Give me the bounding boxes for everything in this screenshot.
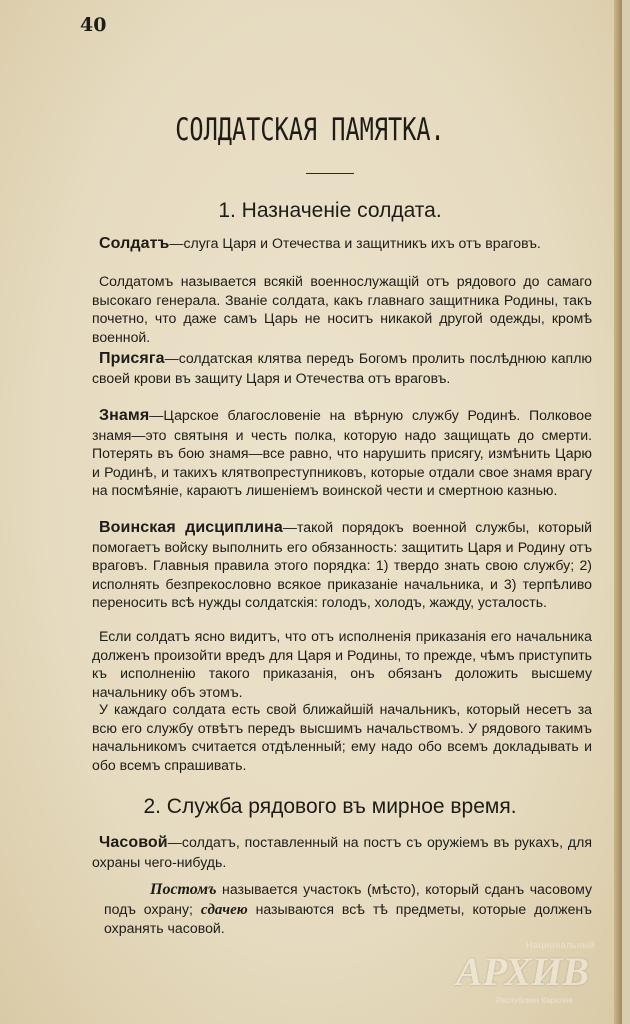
paragraph-text: —такой порядокъ военной службы, который помогаетъ войску выполнить его обязанность: защитить Царя и Родину отъ враговъ. Главныя правила этого порядка: 1) твердо знать свою службу; 2) исполнять безпрекословно всякое приказаніе начальника, и 3) терпѣливо переносить всѣ нужды солдатскія: голодъ, холодъ, жажду, усталость.: [92, 519, 592, 611]
term-oath: Присяга: [99, 350, 165, 367]
paragraph-banner: [92, 406, 592, 500]
term-soldier: Солдатъ: [99, 235, 170, 252]
term-post: Постомъ: [150, 881, 217, 898]
paragraph-text: —солдатъ, поставленный на постъ съ оружіемъ въ рукахъ, для охраны чего-нибудь.: [92, 834, 592, 870]
watermark-sub-text: Республики Карелия: [496, 996, 573, 1005]
paragraph-text: —слуга Царя и Отечества и защитникъ ихъ отъ враговъ.: [169, 235, 541, 251]
term-discipline: Воинская дисциплина: [99, 519, 283, 536]
watermark-main-text: АРХИВ: [456, 949, 590, 994]
paragraph-soldier: [92, 234, 592, 254]
title-divider: [306, 173, 354, 174]
archive-watermark: [426, 936, 616, 1016]
page-edge: [614, 0, 622, 1024]
paragraph-sentry: [92, 833, 592, 871]
section-heading-2: 2. Служба рядового въ мирное время.: [143, 795, 517, 818]
paragraph-orders: Если солдатъ ясно видитъ, что отъ исполненія приказанія его начальника долженъ произойти вредъ для Царя и Родины, то прежде, чѣмъ приступить къ исполненію такого приказанія, онъ обязанъ доложить высшему начальнику объ этомъ.: [92, 628, 592, 700]
paragraph-discipline: [92, 518, 592, 612]
page-title: СОЛДАТСКАЯ ПАМЯТКА.: [175, 112, 445, 148]
term-banner: Знамя: [99, 407, 150, 424]
page-number: 40: [80, 14, 107, 36]
term-handover: сдачею: [200, 901, 248, 918]
paragraph-oath: [92, 349, 592, 387]
paragraph-post: [104, 880, 592, 938]
watermark-top-text: Национальный: [526, 940, 596, 950]
paragraph-text: называются всѣ тѣ предметы, которые долженъ охранять часовой.: [104, 900, 592, 937]
paragraph-soldier-definition: Солдатомъ называется всякій военнослужащій отъ рядового до самаго высокаго генерала. Званіе солдата, какъ главнаго защитника Родины, такъ почетно, что даже самъ Царь не носитъ никакой другой одежды, кромѣ военной.: [92, 273, 592, 345]
term-sentry: Часовой: [99, 834, 168, 851]
paragraph-text: —Царское благословеніе на вѣрную службу Родинѣ. Полковое знамя—это святыня и честь полка, которую надо защищать до смерти. Потерять въ бою знамя—все равно, что нарушить присягу, измѣнить Царю и Родинѣ, и такихъ клятвопреступниковъ, которые отдали свое знамя врагу на посмѣяніе, караютъ лишеніемъ воинской чести и смертною казнью.: [92, 407, 592, 499]
section-heading-1: 1. Назначеніе солдата.: [218, 199, 442, 222]
paragraph-text: называется участокъ (мѣсто), который сданъ часовому подъ охрану;: [104, 881, 592, 917]
paragraph-superior: У каждаго солдата есть свой ближайшій начальникъ, который несетъ за всю его службу отвѣтъ передъ высшимъ начальствомъ. У рядового такимъ начальникомъ считается отдѣленный; ему надо обо всемъ докладывать и обо всемъ спрашивать.: [92, 701, 592, 773]
paragraph-text: —солдатская клятва передъ Богомъ пролить послѣднюю каплю своей крови въ защиту Царя и Отечества отъ враговъ.: [92, 350, 592, 386]
